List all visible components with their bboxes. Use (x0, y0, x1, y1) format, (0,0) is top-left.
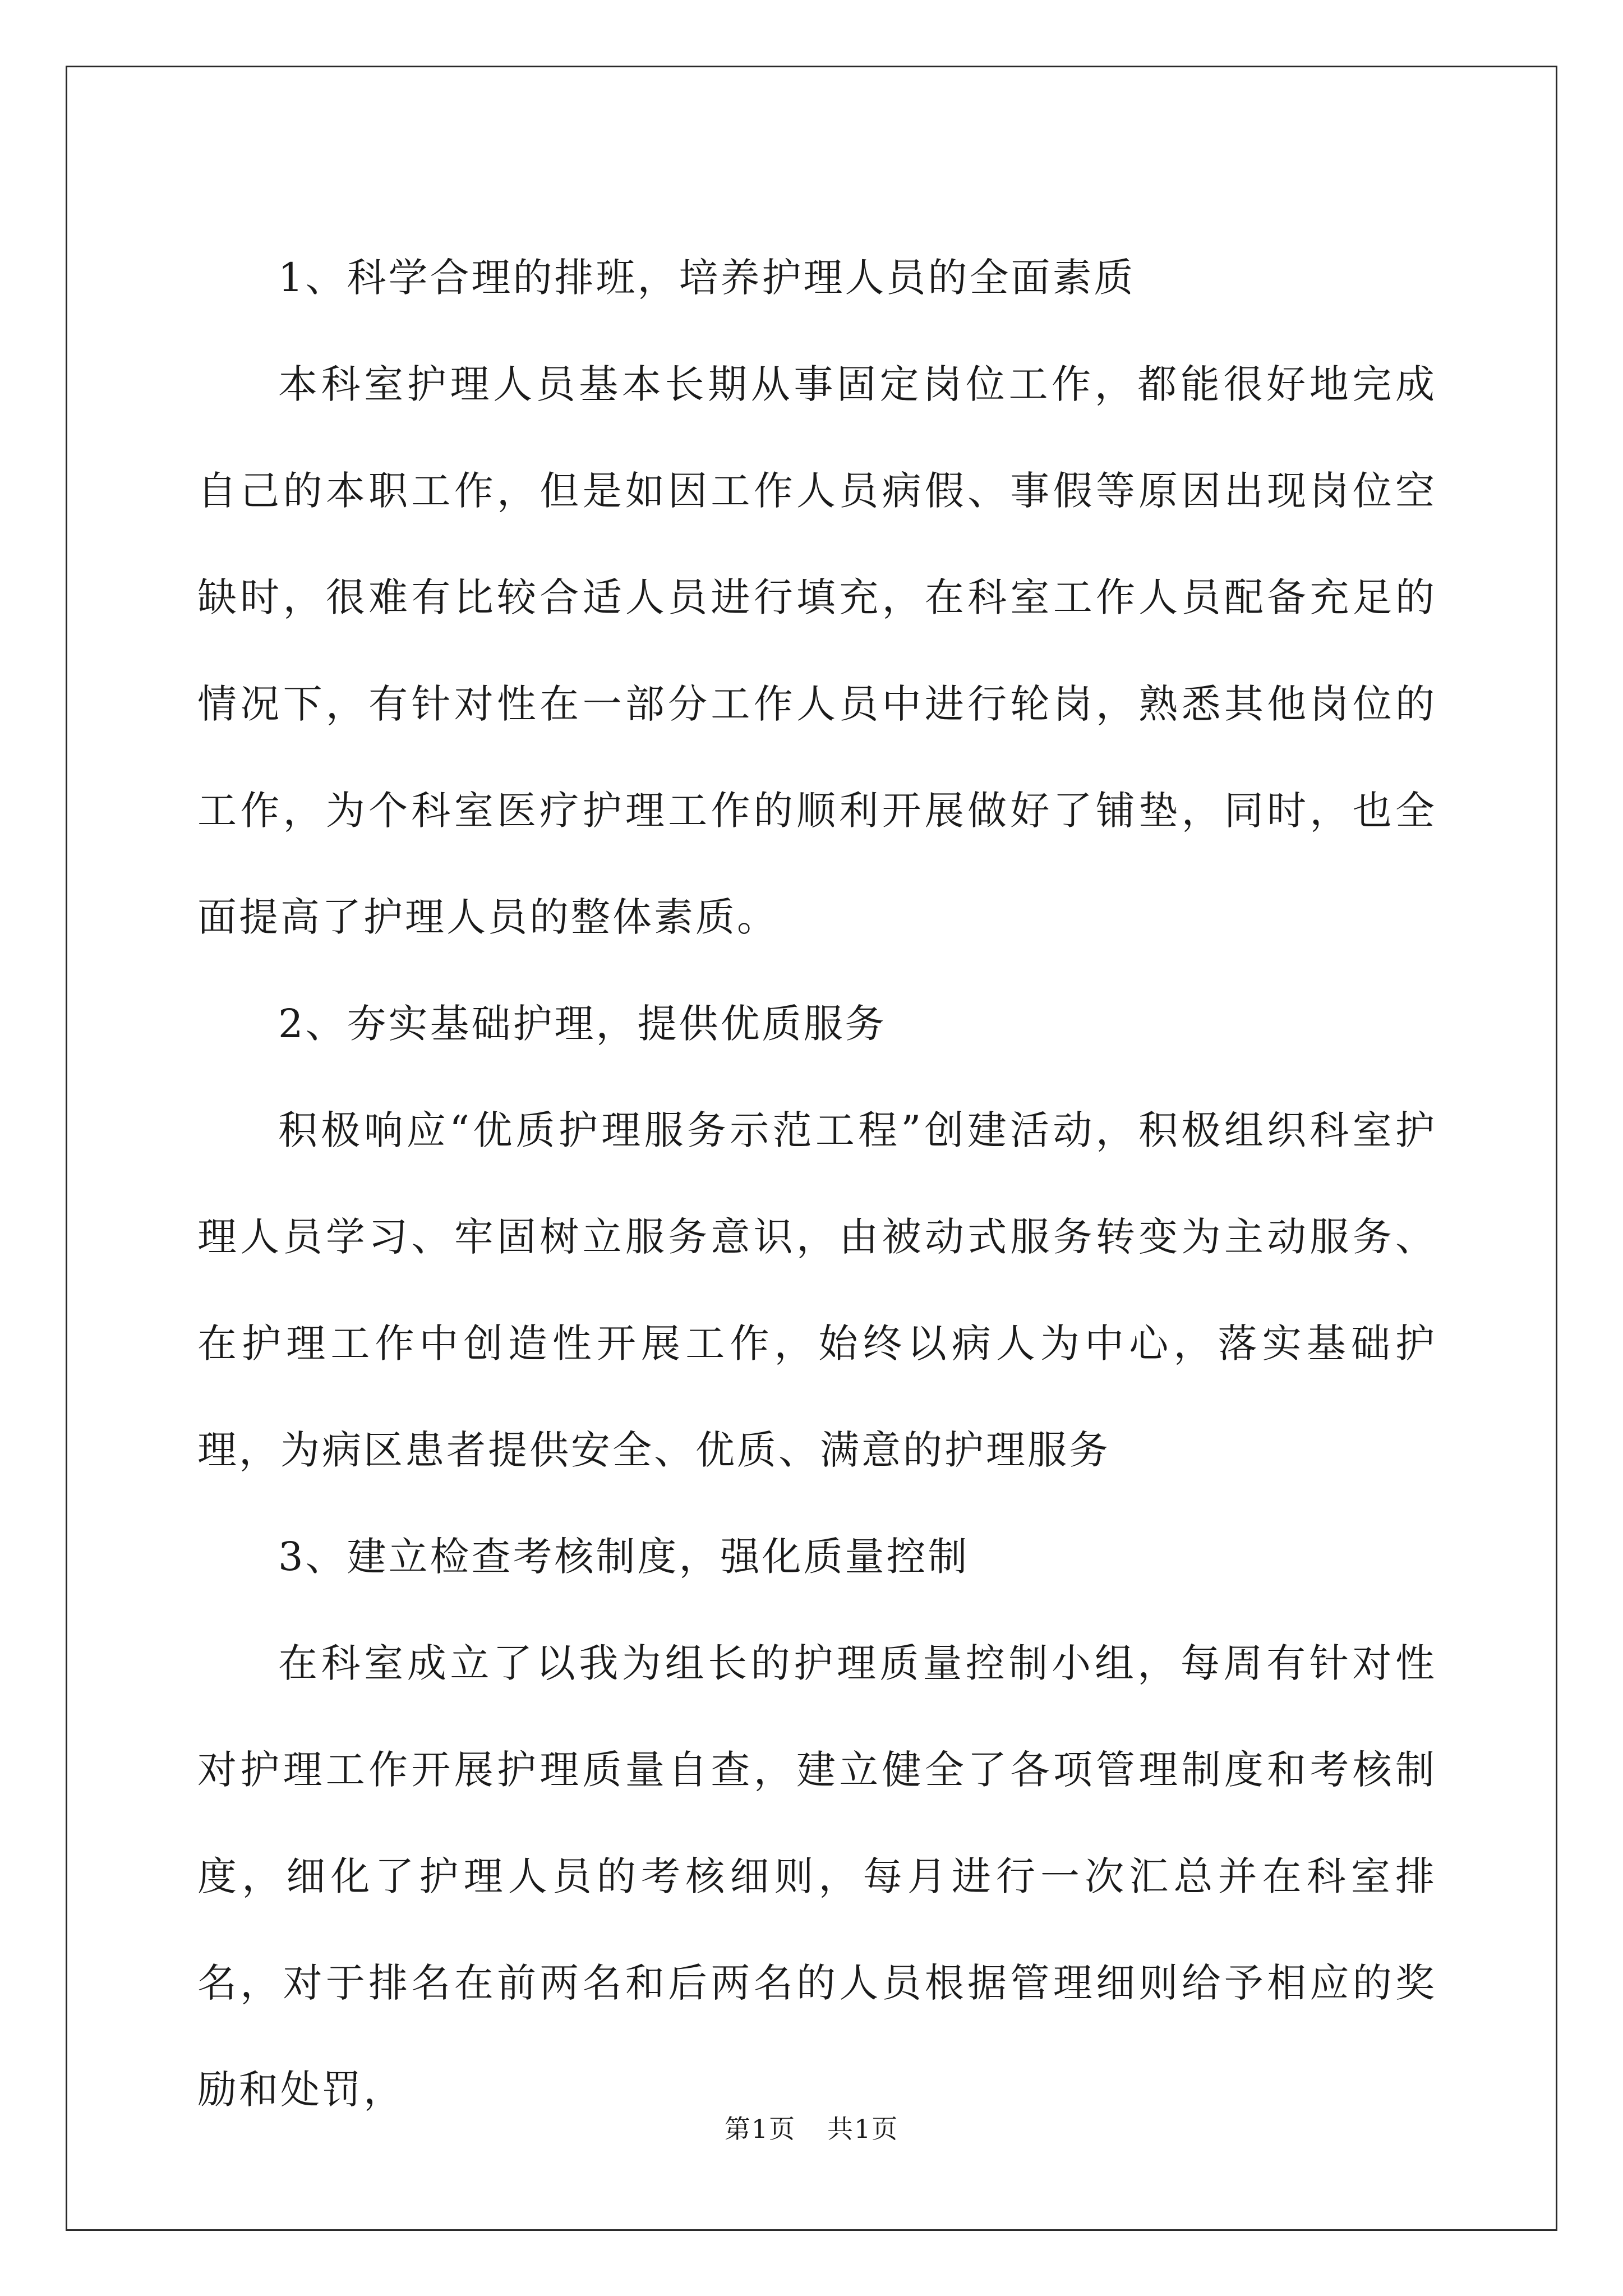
body-paragraph-3: 在科室成立了以我为组长的护理质量控制小组，每周有针对性对护理工作开展护理质量自查，建立健全了各项管理制度和考核制度，细化了护理人员的考核细则，每月进行一次汇总并在科室排名，对于排名在前两名和后两名的人员根据管理细则给予相应的奖励和处罚， (197, 1640, 1437, 2113)
page-footer (0, 2112, 1623, 2146)
body-paragraph-2: 积极响应“优质护理服务示范工程”创建活动，积极组织科室护理人员学习、牢固树立服务意识，由被动式服务转变为主动服务、在护理工作中创造性开展工作，始终以病人为中心，落实基础护理，为病区患者提供安全、优质、满意的护理服务 (197, 1107, 1437, 1473)
document-body (197, 224, 1437, 2143)
page-number: 第1页 (724, 2114, 796, 2144)
section-heading-1: 1、科学合理的排班，培养护理人员的全面素质 (278, 255, 1136, 301)
section-heading-2: 2、夯实基础护理，提供优质服务 (278, 1001, 887, 1047)
body-paragraph-1: 本科室护理人员基本长期从事固定岗位工作，都能很好地完成自己的本职工作，但是如因工作人员病假、事假等原因出现岗位空缺时，很难有比较合适人员进行填充，在科室工作人员配备充足的情况下，有针对性在一部分工作人员中进行轮岗，熟悉其他岗位的工作，为个科室医疗护理工作的顺利开展做好了铺垫，同时，也全面提高了护理人员的整体素质。 (197, 361, 1437, 940)
page-total: 共1页 (827, 2114, 899, 2144)
section-heading-3: 3、建立检查考核制度，强化质量控制 (278, 1534, 970, 1580)
